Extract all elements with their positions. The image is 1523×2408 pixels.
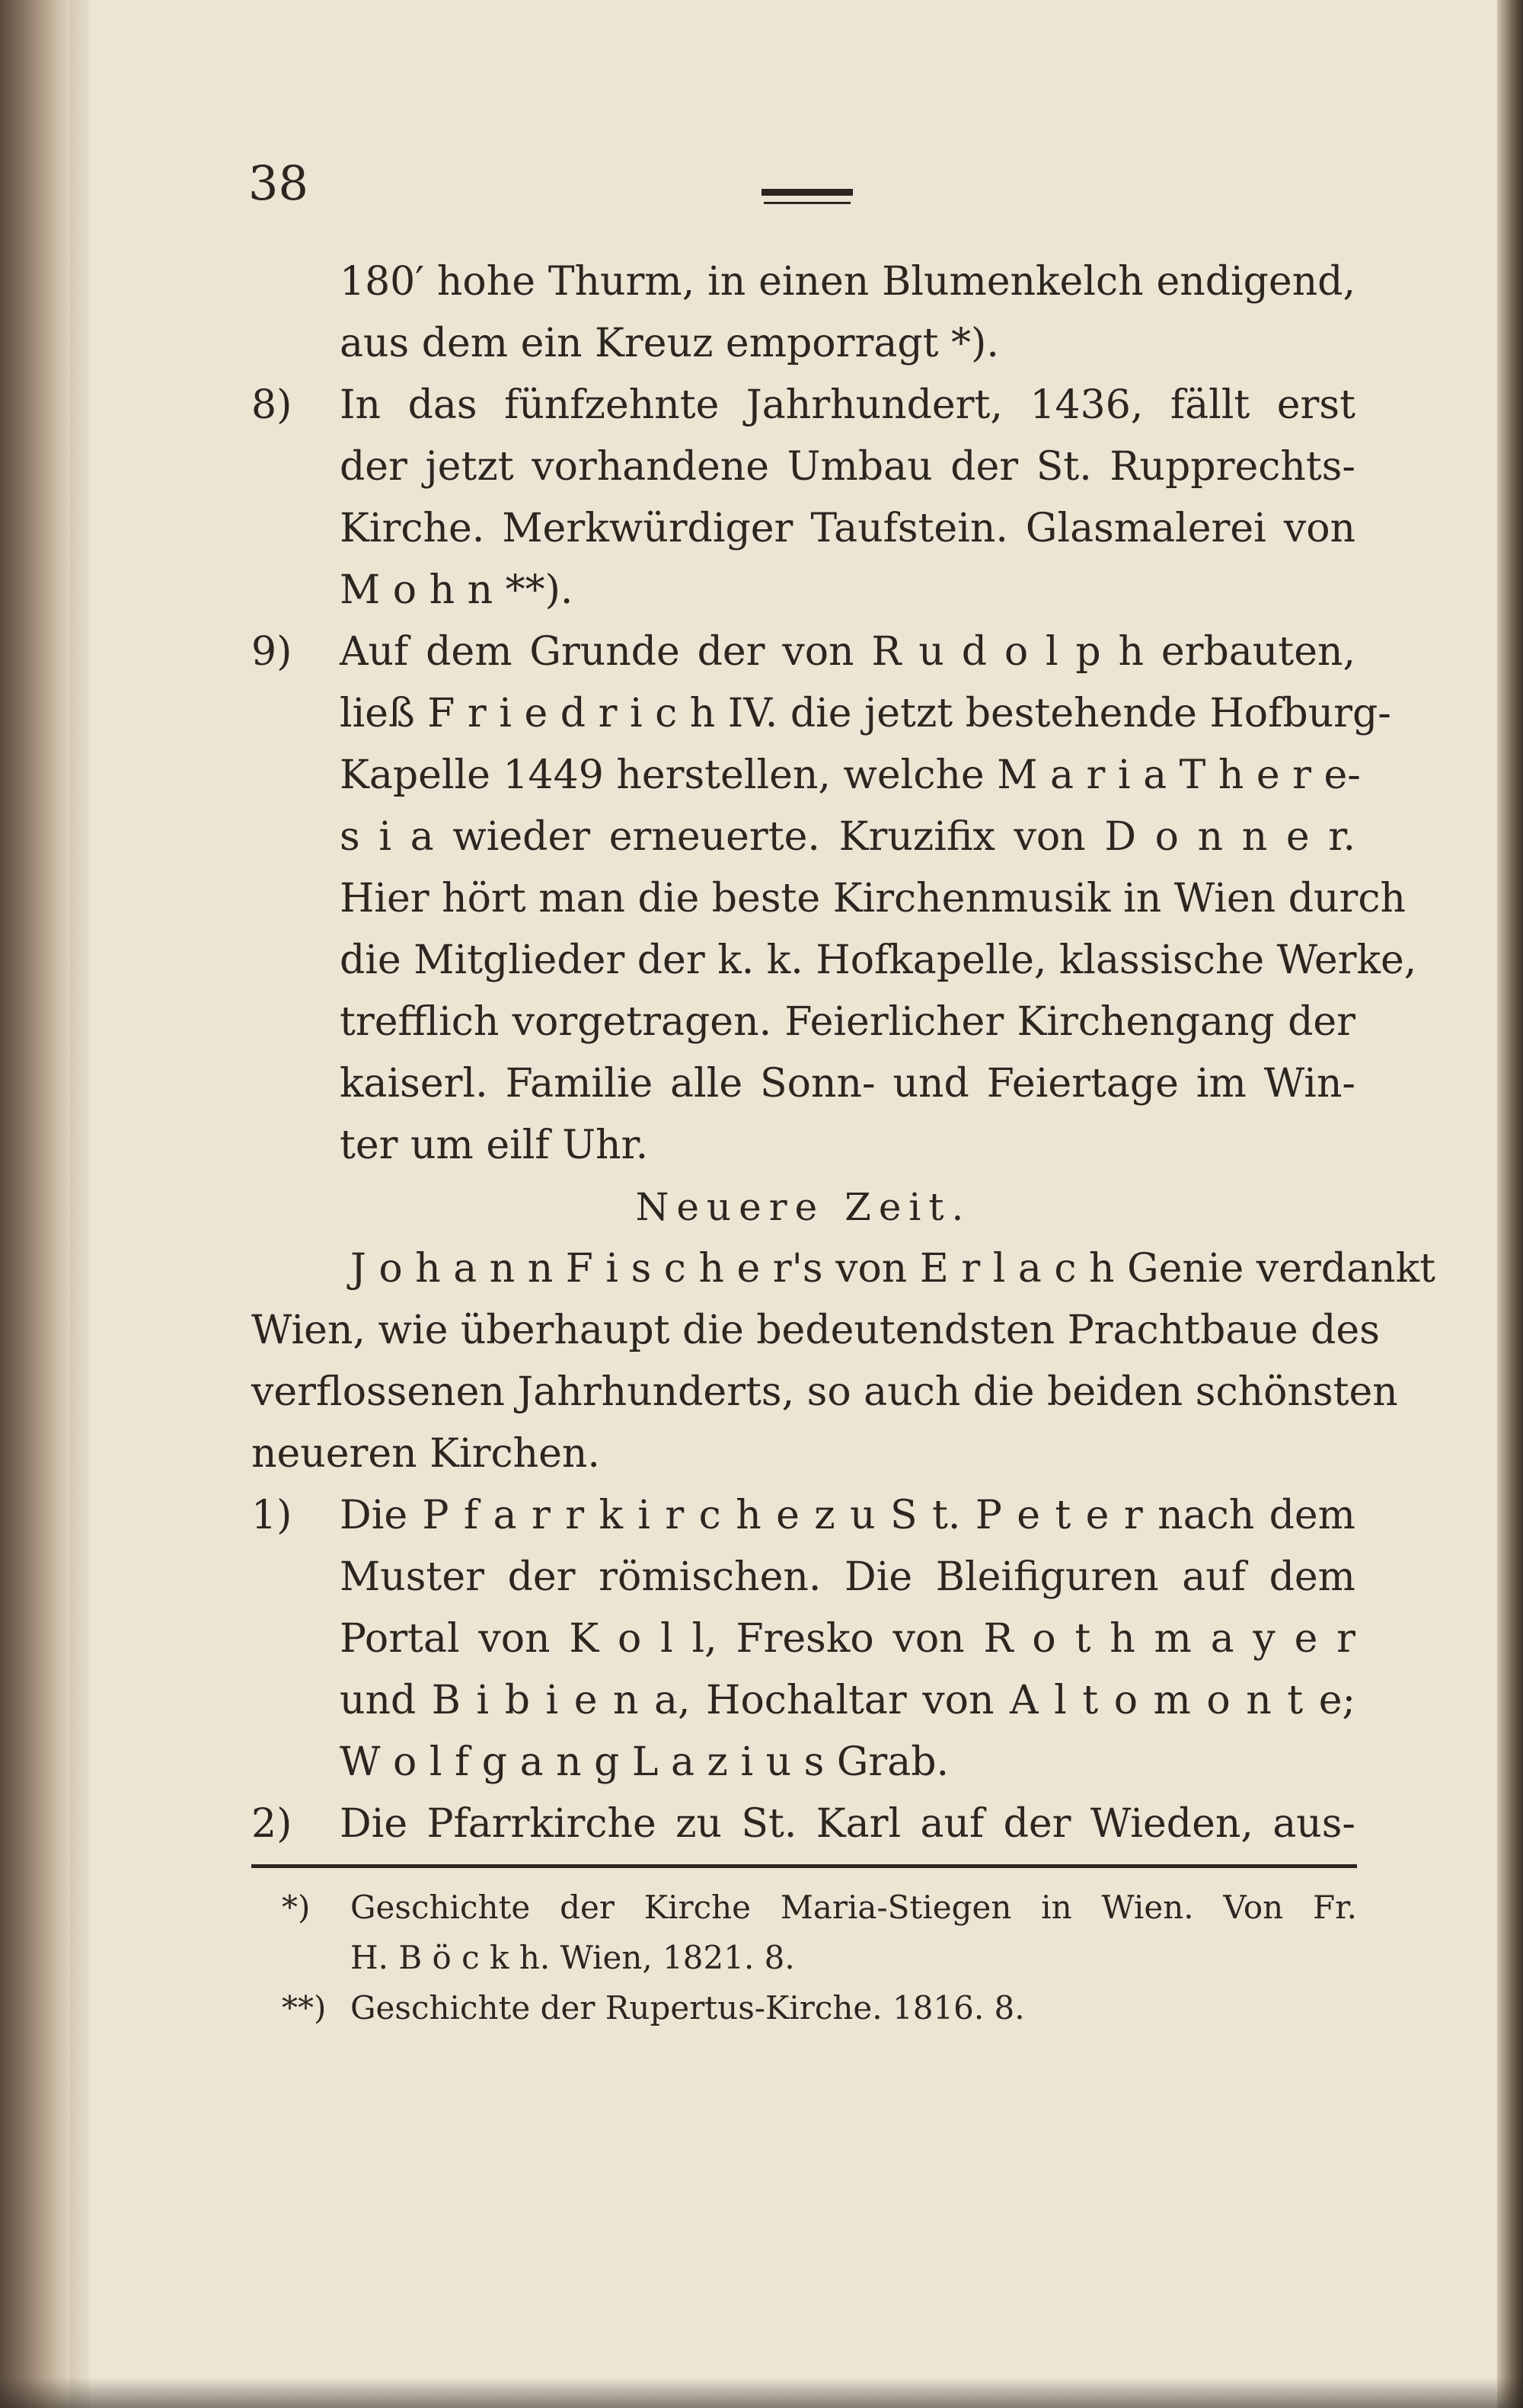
text-line: Wien, wie überhaupt die bedeutendsten Prachtbaue des (251, 1308, 1380, 1353)
item-number: 1) (251, 1493, 292, 1538)
text-line: Die Pfarrkirche zu St. Karl auf der Wieden, aus- (340, 1801, 1355, 1847)
list-item-2 (251, 1793, 1355, 1855)
text-line: kaiserl. Familie alle Sonn- und Feiertage im Win- (340, 1061, 1355, 1107)
footnote-2 (251, 1983, 1357, 2033)
footnote-line: Geschichte der Rupertus-Kirche. 1816. 8. (350, 1989, 1025, 2026)
text-line: der jetzt vorhandene Umbau der St. Rupprechts- (340, 444, 1355, 490)
text-line: Auf dem Grunde der von R u d o l p h erbauten, (340, 629, 1355, 675)
text-line: Muster der römischen. Die Bleifiguren auf dem (340, 1554, 1355, 1600)
text-line: neueren Kirchen. (251, 1431, 600, 1477)
footnote-line: Geschichte der Kirche Maria-Stiegen in Wien. Von Fr. (350, 1889, 1357, 1926)
footnotes (251, 1883, 1357, 2033)
item-number: 2) (251, 1801, 292, 1847)
text-line: Hier hört man die beste Kirchenmusik in Wien durch (340, 876, 1406, 921)
list-item-9 (251, 621, 1355, 683)
text-line: aus dem ein Kreuz emporragt *). (340, 321, 999, 366)
text-line: verflossenen Jahrhunderts, so auch die beiden schönsten (251, 1369, 1398, 1415)
footnote-line: H. B ö c k h. Wien, 1821. 8. (350, 1939, 795, 1976)
text-line: Kapelle 1449 herstellen, welche M a r i a T h e r e- (340, 752, 1361, 798)
text-line: M o h n **). (340, 567, 573, 613)
page-bottom-edge (0, 2378, 1523, 2408)
header-rule (762, 189, 853, 196)
text-line: In das fünfzehnte Jahrhundert, 1436, fällt erst (340, 382, 1355, 428)
text-line: s i a wieder erneuerte. Kruzifix von D o n n e r. (340, 814, 1355, 860)
text-line: J o h a n n F i s c h e r's von E r l a c h Genie verdankt (350, 1246, 1435, 1292)
text-line: ließ F r i e d r i c h IV. die jetzt bestehende Hofburg- (340, 691, 1391, 736)
page-number: 38 (248, 155, 308, 211)
footnote-mark: **) (282, 1989, 327, 2026)
item-number: 9) (251, 629, 292, 675)
footnote-1 (251, 1883, 1357, 1933)
footnote-1-cont (251, 1933, 1357, 1983)
text-line: 180′ hohe Thurm, in einen Blumenkelch endigend, (340, 259, 1355, 305)
text-line: Kirche. Merkwürdiger Taufstein. Glasmalerei von (340, 506, 1355, 551)
list-item-8 (251, 375, 1355, 436)
page-right-edge (1497, 0, 1523, 2408)
footnote-rule (251, 1864, 1357, 1868)
body-text (251, 251, 1435, 1855)
text-line: Portal von K o l l, Fresko von R o t h m a y e r (340, 1616, 1355, 1662)
text-line: die Mitglieder der k. k. Hofkapelle, klassische Werke, (340, 937, 1417, 983)
book-spine (0, 0, 70, 2408)
list-item-1 (251, 1485, 1355, 1547)
section-heading: Neuere Zeit. (635, 1185, 972, 1229)
text-line: ter um eilf Uhr. (340, 1123, 649, 1168)
footnote-mark: *) (282, 1889, 311, 1926)
item-number: 8) (251, 382, 292, 428)
text-line: trefflich vorgetragen. Feierlicher Kirchengang der (340, 999, 1355, 1045)
page-gutter (70, 0, 90, 2408)
text-line: W o l f g a n g L a z i u s Grab. (340, 1739, 950, 1785)
text-line: und B i b i e n a, Hochaltar von A l t o m o n t e; (340, 1678, 1355, 1723)
text-line: Die P f a r r k i r c h e z u S t. P e t e r nach dem (340, 1493, 1355, 1538)
